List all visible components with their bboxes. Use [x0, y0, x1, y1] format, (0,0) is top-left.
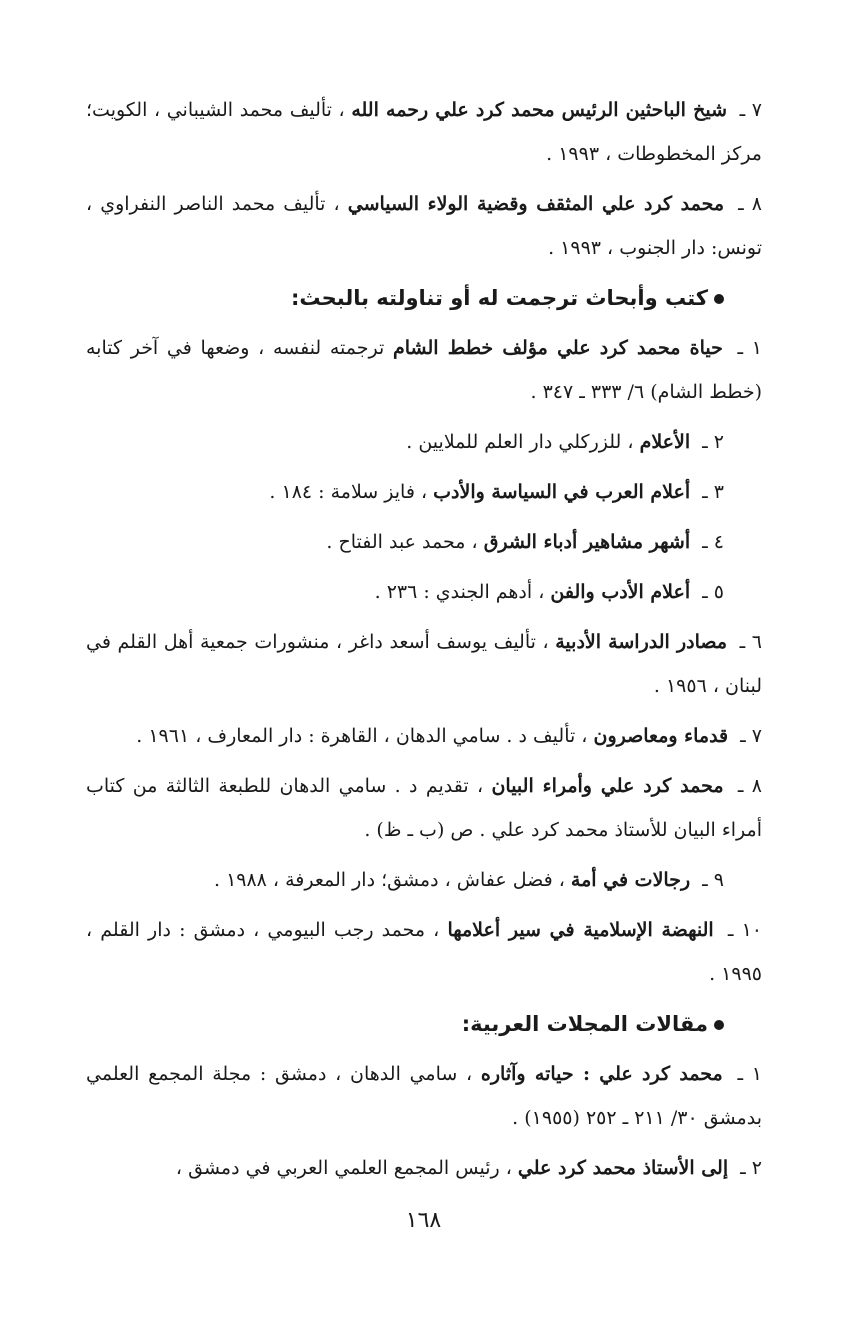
list-item — [86, 620, 762, 708]
entry-number: ٥ ـ — [702, 581, 724, 603]
bullet-icon — [714, 294, 724, 304]
entry-title: أشهر مشاهير أدباء الشرق — [483, 531, 691, 553]
entry-number: ٢ ـ — [740, 1157, 762, 1179]
entry-title: إلى الأستاذ محمد كرد علي — [517, 1157, 729, 1179]
entry-details: ، محمد رجب البيومي ، دمشق : دار القلم ، ١٩٩٥ . — [86, 919, 762, 985]
entry-details: ، تأليف محمد الناصر النفراوي ، تونس: دار الجنوب ، ١٩٩٣ . — [86, 193, 762, 259]
entry-title: النهضة الإسلامية في سير أعلامها — [447, 919, 714, 941]
entry-number: ٧ ـ — [740, 725, 762, 747]
section-heading-text: مقالات المجلات العربية: — [461, 1012, 708, 1036]
list-item — [86, 1052, 762, 1140]
entry-number: ٣ ـ — [702, 481, 724, 503]
entry-title: محمد كرد علي وأمراء البيان — [491, 775, 724, 797]
entry-number: ٤ ـ — [702, 531, 724, 553]
list-item — [86, 182, 762, 270]
entry-title: محمد كرد علي : حياته وآثاره — [480, 1063, 723, 1085]
entry-details: ترجمته لنفسه ، وضعها في آخر كتابه (خطط الشام) ٦/ ٣٣٣ ـ ٣٤٧ . — [86, 337, 762, 403]
entry-title: أعلام العرب في السياسة والأدب — [433, 481, 691, 503]
section-heading-articles — [86, 1002, 762, 1046]
section-heading-books — [86, 276, 762, 320]
entry-title: أعلام الأدب والفن — [550, 581, 691, 603]
list-item — [86, 858, 762, 902]
entry-details: ، تأليف يوسف أسعد داغر ، منشورات جمعية أهل القلم في لبنان ، ١٩٥٦ . — [86, 631, 762, 697]
entry-number: ١ ـ — [737, 1063, 763, 1085]
entry-title: رجالات في أمة — [570, 869, 691, 891]
entry-title: حياة محمد كرد علي مؤلف خطط الشام — [392, 337, 723, 359]
bullet-icon — [714, 1020, 724, 1030]
entry-title: شيخ الباحثين الرئيس محمد كرد علي رحمه الله — [351, 99, 728, 121]
entry-number: ٢ ـ — [702, 431, 724, 453]
list-item — [86, 1146, 762, 1190]
entry-details: ، للزركلي دار العلم للملايين . — [406, 431, 634, 453]
list-item — [86, 520, 762, 564]
entry-details: ، رئيس المجمع العلمي العربي في دمشق ، — [175, 1157, 512, 1179]
entry-details: ، تأليف د . سامي الدهان ، القاهرة : دار المعارف ، ١٩٦١ . — [136, 725, 588, 747]
entry-number: ٧ ـ — [739, 99, 763, 121]
list-item — [86, 764, 762, 852]
entry-title: الأعلام — [639, 431, 691, 453]
page-body — [86, 88, 762, 1196]
entry-details: ، سامي الدهان ، دمشق : مجلة المجمع العلمي بدمشق ٣٠/ ٢١١ ـ ٢٥٢ (١٩٥٥) . — [86, 1063, 762, 1129]
entry-number: ٨ ـ — [738, 193, 762, 215]
list-item — [86, 908, 762, 996]
entry-title: مصادر الدراسة الأدبية — [555, 631, 728, 653]
entry-number: ٩ ـ — [702, 869, 724, 891]
list-item — [86, 88, 762, 176]
list-item — [86, 420, 762, 464]
entry-details: ، محمد عبد الفتاح . — [326, 531, 478, 553]
entry-number: ٦ ـ — [739, 631, 762, 653]
list-item — [86, 570, 762, 614]
page-number: ١٦٨ — [405, 1208, 442, 1233]
entry-number: ١ ـ — [737, 337, 762, 359]
entry-details: ، فضل عفاش ، دمشق؛ دار المعرفة ، ١٩٨٨ . — [213, 869, 565, 891]
entry-title: محمد كرد علي المثقف وقضية الولاء السياسي — [347, 193, 725, 215]
entry-number: ١٠ ـ — [727, 919, 762, 941]
list-item — [86, 470, 762, 514]
entry-details: ، فايز سلامة : ١٨٤ . — [269, 481, 428, 503]
entry-details: ، أدهم الجندي : ٢٣٦ . — [374, 581, 545, 603]
list-item — [86, 714, 762, 758]
entry-details: ، تأليف محمد الشيباني ، الكويت؛ مركز المخطوطات ، ١٩٩٣ . — [86, 99, 762, 165]
list-item — [86, 326, 762, 414]
section-heading-text: كتب وأبحاث ترجمت له أو تناولته بالبحث: — [291, 286, 708, 310]
entry-details: ، تقديم د . سامي الدهان للطبعة الثالثة من كتاب أمراء البيان للأستاذ محمد كرد علي . ص (ب ـ ظ) . — [86, 775, 762, 841]
entry-title: قدماء ومعاصرون — [593, 725, 729, 747]
entry-number: ٨ ـ — [737, 775, 763, 797]
